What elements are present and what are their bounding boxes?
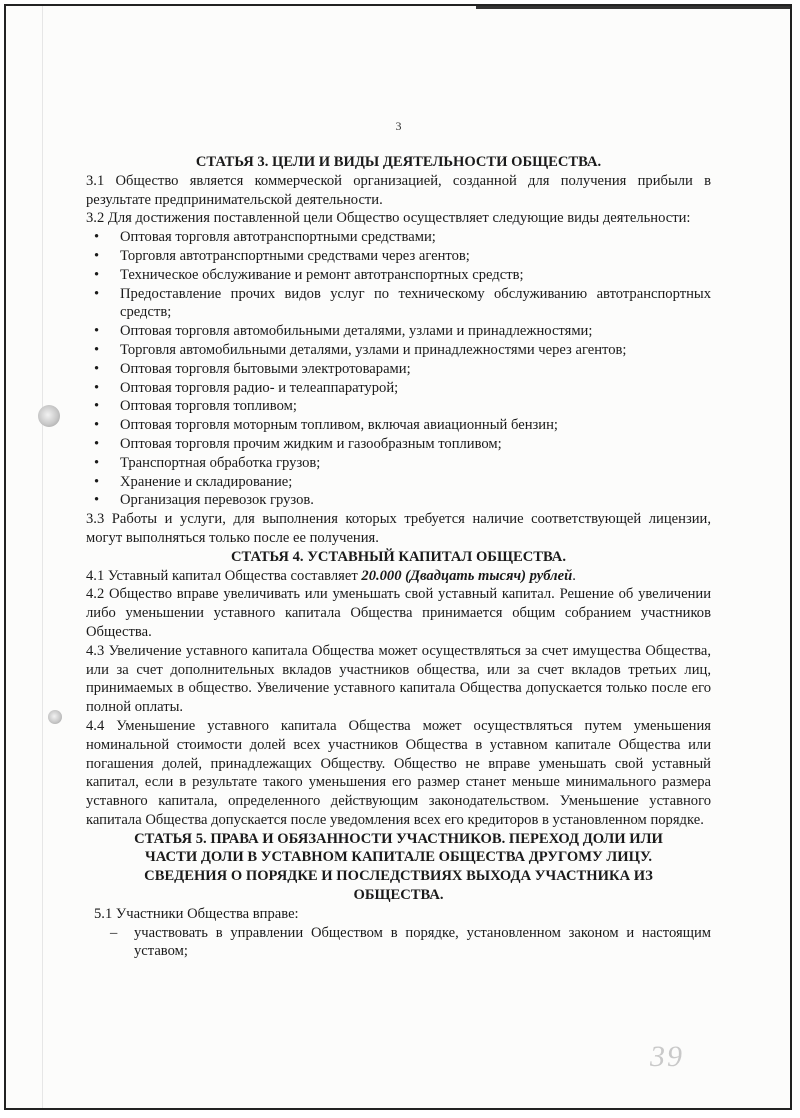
activity-item: • Хранение и складирование; bbox=[86, 473, 711, 492]
clause-4-1 bbox=[86, 567, 711, 586]
activity-item: • Оптовая торговля бытовыми электротоварами; bbox=[86, 360, 711, 379]
right-item: – участвовать в управлении Обществом в порядке, установленном законом и настоящим уставом; bbox=[86, 924, 711, 962]
scan-top-border bbox=[476, 6, 790, 9]
punch-hole bbox=[38, 405, 60, 427]
article-4-heading: СТАТЬЯ 4. УСТАВНЫЙ КАПИТАЛ ОБЩЕСТВА. bbox=[231, 548, 566, 565]
clause-5-1: 5.1 Участники Общества вправе: bbox=[94, 905, 299, 922]
clause-3-3: 3.3 Работы и услуги, для выполнения которых требуется наличие соответствующей лицензии, могут выполняться только после ее получения. bbox=[86, 511, 711, 546]
activity-item: • Торговля автомобильными деталями, узлами и принадлежностями через агентов; bbox=[86, 341, 711, 360]
article-5-heading bbox=[86, 830, 711, 905]
article-5-heading-line: СТАТЬЯ 5. ПРАВА И ОБЯЗАННОСТИ УЧАСТНИКОВ. ПЕРЕХОД ДОЛИ ИЛИ bbox=[134, 830, 663, 847]
activity-item: • Оптовая торговля автотранспортными средствами; bbox=[86, 228, 711, 247]
handwritten-page-number: 39 bbox=[650, 1040, 684, 1073]
rights-list bbox=[86, 924, 711, 962]
activity-item: • Оптовая торговля прочим жидким и газообразным топливом; bbox=[86, 435, 711, 454]
activity-item: • Оптовая торговля моторным топливом, включая авиационный бензин; bbox=[86, 416, 711, 435]
activity-item: • Предоставление прочих видов услуг по техническому обслуживанию автотранспортных средств; bbox=[86, 285, 711, 323]
capital-amount: 20.000 (Двадцать тысяч) рублей bbox=[361, 567, 573, 584]
document-body bbox=[86, 153, 711, 961]
article-5-heading-line: ЧАСТИ ДОЛИ В УСТАВНОМ КАПИТАЛЕ ОБЩЕСТВА ДРУГОМУ ЛИЦУ. bbox=[145, 849, 652, 866]
clause-4-2: 4.2 Общество вправе увеличивать или уменьшать свой уставный капитал. Решение об увеличении либо уменьшении уставного капитала Общества принимается общим собранием участников Общества. bbox=[86, 586, 711, 640]
page-number: 3 bbox=[395, 119, 402, 133]
clause-4-4: 4.4 Уменьшение уставного капитала Общества может осуществляться путем уменьшения номинальной стоимости долей всех участников Общества в уставном капитале Общества или погашения долей, принадлежащих Обществу. Общество не вправе уменьшать свой уставный капитал, если в результате такого уменьшения его размер станет меньше минимального размера уставного капитала, определенного действующим законодательством. Уменьшение уставного капитала Общества допускается после уведомления всех его кредиторов в установленном порядке. bbox=[86, 717, 711, 828]
scan-left-edge bbox=[42, 6, 43, 1108]
clause-4-3: 4.3 Увеличение уставного капитала Общества может осуществляться за счет имущества Общества, или за счет дополнительных вкладов участников общества, или за счет вкладов третьих лиц, принимаемых в общество. Увеличение уставного капитала Общества допускается только после его полной оплаты. bbox=[86, 642, 711, 716]
activities-list bbox=[86, 228, 711, 510]
clause-3-2: 3.2 Для достижения поставленной цели Общество осуществляет следующие виды деятельности: bbox=[86, 210, 691, 227]
punch-hole bbox=[48, 710, 62, 724]
article-3-heading: СТАТЬЯ 3. ЦЕЛИ И ВИДЫ ДЕЯТЕЛЬНОСТИ ОБЩЕСТВА. bbox=[195, 154, 602, 170]
clause-4-1-text: 4.1 Уставный капитал Общества составляет bbox=[86, 567, 362, 584]
article-5-heading-line: ОБЩЕСТВА. bbox=[353, 887, 444, 904]
activity-item: • Техническое обслуживание и ремонт автотранспортных средств; bbox=[86, 266, 711, 285]
activity-item: • Организация перевозок грузов. bbox=[86, 491, 711, 510]
activity-item: • Оптовая торговля топливом; bbox=[86, 397, 711, 416]
clause-3-1: 3.1 Общество является коммерческой организацией, созданной для получения прибыли в результате предпринимательской деятельности. bbox=[86, 172, 711, 208]
clause-4-1-end: . bbox=[572, 567, 576, 584]
article-5-heading-line: СВЕДЕНИЯ О ПОРЯДКЕ И ПОСЛЕДСТВИЯХ ВЫХОДА УЧАСТНИКА ИЗ bbox=[144, 868, 653, 885]
activity-item: • Транспортная обработка грузов; bbox=[86, 454, 711, 473]
activity-item: • Оптовая торговля радио- и телеаппаратурой; bbox=[86, 379, 711, 398]
activity-item: • Оптовая торговля автомобильными деталями, узлами и принадлежностями; bbox=[86, 322, 711, 341]
activity-item: • Торговля автотранспортными средствами через агентов; bbox=[86, 247, 711, 266]
